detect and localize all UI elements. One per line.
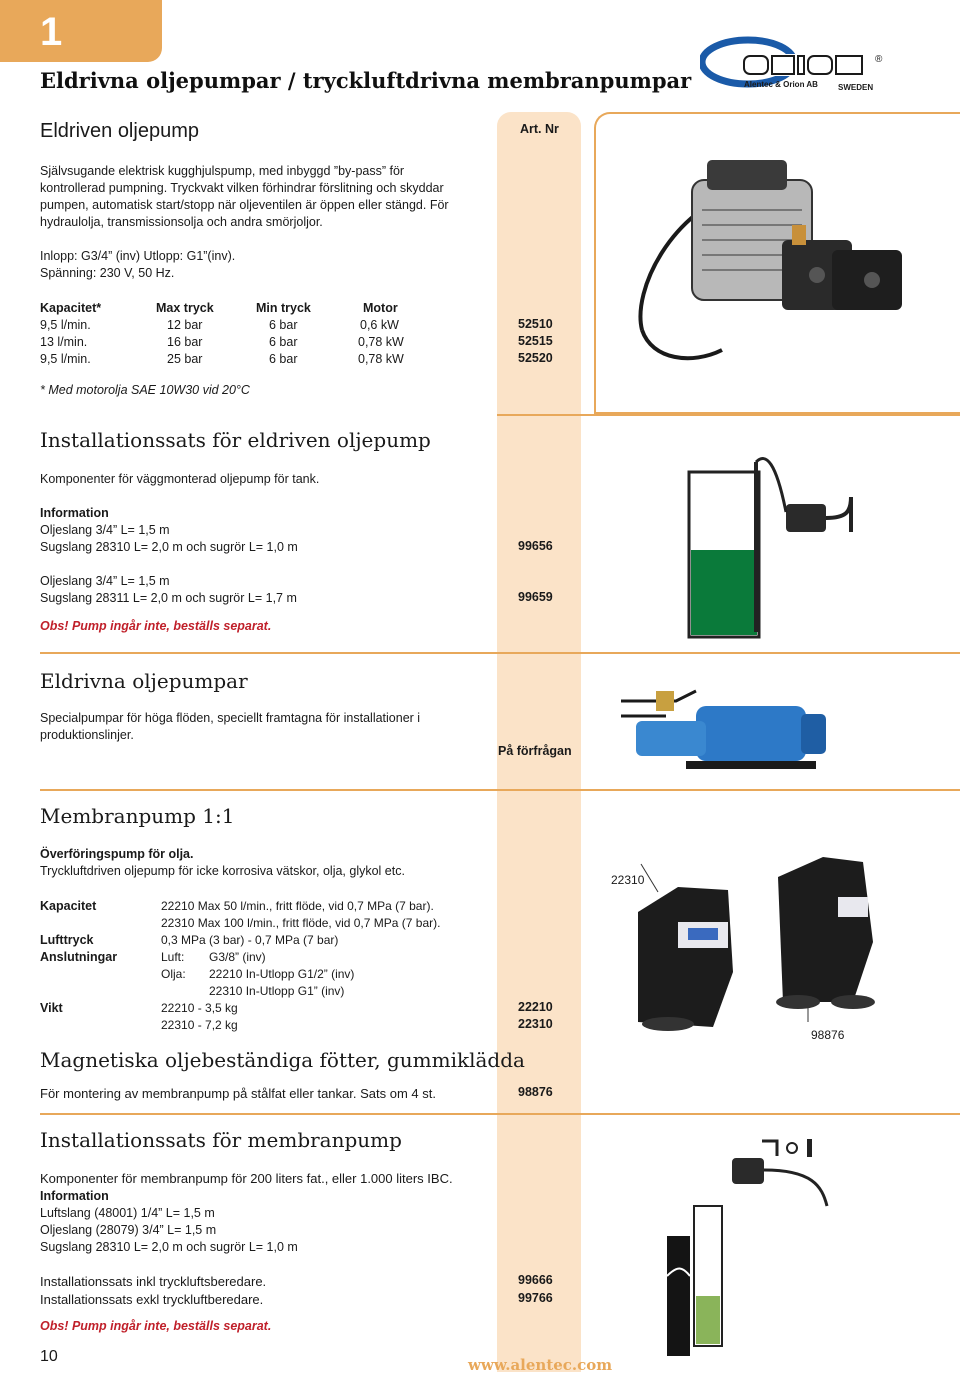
membranpump-image	[618, 852, 898, 1034]
s4-art-2: 22310	[518, 1017, 553, 1031]
s4-kap-1: 22210 Max 50 l/min., fritt flöde, vid 0,7 MPa (7 bar).	[161, 899, 434, 913]
row3-motor: 0,78 kW	[358, 352, 404, 366]
s5-desc: För montering av membranpump på stålfat eller tankar. Sats om 4 st.	[40, 1086, 436, 1101]
s2-note: Obs! Pump ingår inte, beställs separat.	[40, 619, 272, 633]
blue-pump-image	[616, 676, 831, 776]
section-divider	[40, 789, 960, 791]
website-link[interactable]: www.alentec.com	[468, 1356, 613, 1374]
row1-motor: 0,6 kW	[360, 318, 399, 332]
s6-desc: Komponenter för membranpump för 200 liters fat., eller 1.000 liters IBC.	[40, 1171, 453, 1186]
row3-min: 6 bar	[269, 352, 298, 366]
section-title-installationssats-membranpump: Installationssats för membranpump	[40, 1128, 402, 1152]
orion-logo	[700, 32, 890, 96]
col-header-capacity: Kapacitet*	[40, 301, 102, 315]
s4-kap-2: 22310 Max 100 l/min., fritt flöde, vid 0,7 MPa (7 bar).	[161, 916, 441, 930]
s4-kap-label: Kapacitet	[40, 899, 97, 913]
col-header-max: Max tryck	[156, 301, 214, 315]
s4-luft: 0,3 MPa (3 bar) - 0,7 MPa (7 bar)	[161, 933, 339, 947]
s1-footnote: * Med motorolja SAE 10W30 vid 20°C	[40, 383, 250, 397]
row3-art: 52520	[518, 351, 553, 365]
row2-motor: 0,78 kW	[358, 335, 404, 349]
s6-option-2: Installationssats exkl tryckluftberedare.	[40, 1292, 264, 1307]
section-divider	[40, 652, 960, 654]
logo-company: Alentec & Orion AB	[744, 80, 818, 89]
s2-b-line2: Sugslang 28311 L= 2,0 m och sugrör L= 1,7 m	[40, 591, 297, 605]
s6-option-2-art: 99766	[518, 1291, 553, 1305]
s4-ansl-luft-value: G3/8” (inv)	[209, 950, 266, 964]
tank-installation-image	[686, 452, 866, 642]
s1-inlet: Inlopp: G3/4” (inv) Utlopp: G1”(inv).	[40, 249, 236, 263]
s2-b-art: 99659	[518, 590, 553, 604]
section-title-eldrivna-oljepumpar: Eldrivna oljepumpar	[40, 669, 248, 693]
col-header-motor: Motor	[363, 301, 398, 315]
s4-desc: Tryckluftdriven oljepump för icke korrosiva vätskor, olja, glykol etc.	[40, 864, 405, 878]
row1-min: 6 bar	[269, 318, 298, 332]
s2-b-line1: Oljeslang 3/4” L= 1,5 m	[40, 574, 170, 588]
col-header-min: Min tryck	[256, 301, 311, 315]
s4-ansl-olja-key: Olja:	[161, 967, 186, 981]
page-title: Eldrivna oljepumpar / tryckluftdrivna membranpumpar	[40, 68, 692, 93]
s4-ansl-olja-value-1: 22210 In-Utlopp G1/2” (inv)	[209, 967, 355, 981]
s1-desc-3: pumpen, automatisk start/stopp när oljeventilen är öppen eller stängd. För	[40, 198, 449, 212]
row3-max: 25 bar	[167, 352, 203, 366]
section-divider	[497, 414, 960, 416]
section-title-membranpump: Membranpump 1:1	[40, 804, 235, 828]
section-divider	[40, 1113, 960, 1115]
s2-desc: Komponenter för väggmonterad oljepump för tank.	[40, 472, 320, 486]
s6-info-label: Information	[40, 1189, 109, 1203]
s2-a-art: 99656	[518, 539, 553, 553]
s2-a-line1: Oljeslang 3/4” L= 1,5 m	[40, 523, 170, 537]
s6-option-1: Installationssats inkl tryckluftsberedare.	[40, 1274, 267, 1289]
s4-ansl-luft-key: Luft:	[161, 950, 185, 964]
s6-line-3: Sugslang 28310 L= 2,0 m och sugrör L= 1,0 m	[40, 1240, 298, 1254]
row2-min: 6 bar	[269, 335, 298, 349]
section-title-eldriven-oljepump: Eldriven oljepump	[40, 120, 199, 142]
s6-option-1-art: 99666	[518, 1273, 553, 1287]
s4-subtitle: Överföringspump för olja.	[40, 847, 194, 861]
barrel-installation-image	[662, 1136, 842, 1366]
row1-capacity: 9,5 l/min.	[40, 318, 91, 332]
s5-art: 98876	[518, 1085, 553, 1099]
row1-art: 52510	[518, 317, 553, 331]
s4-vikt-1: 22210 - 3,5 kg	[161, 1001, 238, 1015]
logo-country: SWEDEN	[838, 83, 874, 92]
membranpump-image-label-top: 22310	[611, 873, 645, 887]
section-title-installationssats-eldriven: Installationssats för eldriven oljepump	[40, 428, 431, 452]
chapter-number: 1	[40, 10, 63, 54]
s6-line-1: Luftslang (48001) 1/4” L= 1,5 m	[40, 1206, 215, 1220]
s4-ansl-olja-value-2: 22310 In-Utlopp G1” (inv)	[209, 984, 345, 998]
section-title-magnetiska-fotter: Magnetiska oljebeständiga fötter, gummiklädda	[40, 1048, 525, 1072]
s3-desc-2: produktionslinjer.	[40, 728, 134, 742]
s2-info-label: Information	[40, 506, 109, 520]
page-number: 10	[40, 1348, 58, 1365]
s1-desc-4: hydraulolja, transmissionsolja och andra smörjoljor.	[40, 215, 323, 229]
s1-voltage: Spänning: 230 V, 50 Hz.	[40, 266, 175, 280]
logo-trademark: ®	[875, 54, 883, 65]
s6-line-2: Oljeslang (28079) 3/4” L= 1,5 m	[40, 1223, 217, 1237]
row2-max: 16 bar	[167, 335, 203, 349]
s4-ansl-label: Anslutningar	[40, 950, 118, 964]
art-number-label: Art. Nr	[520, 122, 559, 136]
s3-art: På förfrågan	[498, 744, 572, 758]
s4-art-1: 22210	[518, 1000, 553, 1014]
s1-desc-1: Självsugande elektrisk kugghjulspump, med inbyggd ”by-pass” för	[40, 164, 405, 178]
row2-art: 52515	[518, 334, 553, 348]
art-number-column	[497, 112, 581, 1372]
gear-pump-image	[632, 150, 932, 375]
row3-capacity: 9,5 l/min.	[40, 352, 91, 366]
s4-vikt-2: 22310 - 7,2 kg	[161, 1018, 238, 1032]
chapter-tab	[0, 0, 162, 62]
s1-desc-2: kontrollerad pumpning. Tryckvakt vilken förhindrar förslitning och skyddar	[40, 181, 444, 195]
row1-max: 12 bar	[167, 318, 203, 332]
s3-desc-1: Specialpumpar för höga flöden, speciellt framtagna för installationer i	[40, 711, 421, 725]
s4-luft-label: Lufttryck	[40, 933, 94, 947]
s4-vikt-label: Vikt	[40, 1001, 63, 1015]
membranpump-image-label-bottom: 98876	[811, 1028, 845, 1042]
s6-note: Obs! Pump ingår inte, beställs separat.	[40, 1319, 272, 1333]
row2-capacity: 13 l/min.	[40, 335, 88, 349]
s2-a-line2: Sugslang 28310 L= 2,0 m och sugrör L= 1,0 m	[40, 540, 298, 554]
